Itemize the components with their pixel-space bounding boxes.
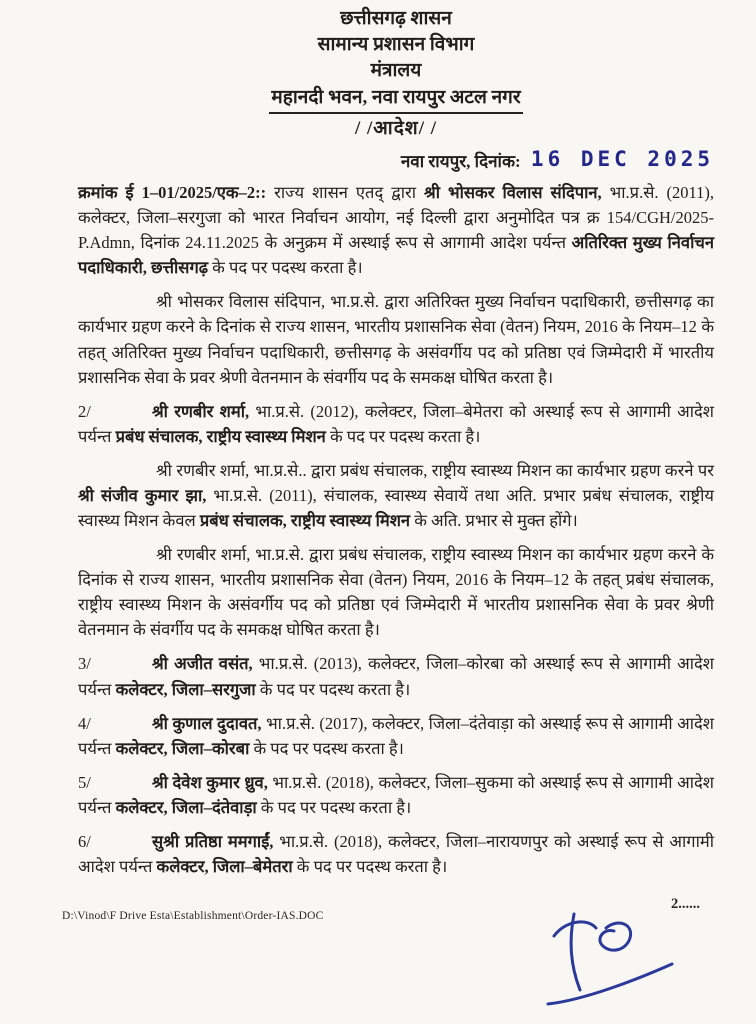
paragraph-number: 4/: [78, 713, 91, 733]
text-run: प्रबंध संचालक, राष्ट्रीय स्वास्थ्य मिशन: [115, 426, 326, 446]
ministry-line: मंत्रालय: [370, 60, 422, 82]
paragraph-number: 2/: [78, 401, 91, 421]
paragraph-number: 5/: [78, 772, 91, 792]
para-6-item-3: [78, 651, 714, 701]
date-stamp: 16 DEC 2025: [530, 147, 714, 172]
page-number-marker: 2......: [671, 896, 700, 912]
department-name: सामान्य प्रशासन विभाग: [317, 34, 475, 56]
dateline: [78, 148, 714, 172]
text-run: श्री भोसकर विलास संदिपान,: [424, 183, 602, 203]
order-title: / /आदेश/ /: [354, 117, 438, 139]
signature-icon: [540, 908, 680, 1018]
place-date-label: नवा रायपुर, दिनांक:: [400, 152, 521, 172]
para-7-item-4: [78, 711, 714, 761]
letterhead: [78, 6, 714, 142]
address-line: [78, 85, 714, 114]
text-run: के पद पर पदस्थ करता है।: [325, 426, 481, 446]
para-8-item-5: [78, 770, 714, 820]
text-run: भा.प्र.से. (2011), संचालक, स्वास्थ्य सेवायें तथा अति. प्रभार प्रबंध संचालक, राष्ट्रीय स्वास्थ्य मिशन केवल: [78, 485, 715, 531]
government-name: छत्तीसगढ़ शासन: [340, 8, 452, 29]
text-run: भा.प्र.से. (2011), कलेक्टर, जिला–सरगुजा को भारत निर्वाचन आयोग, नई दिल्ली द्वारा अनुमोदित पत्र क्र 154/CGH/2025-P.Admn, दिनांक 24.11.2025 के अनुक्रम में अस्थाई रूप से आगामी आदेश पर्यन्त: [78, 183, 714, 253]
text-run: के अति. प्रभार से मुक्त होंगे।: [410, 511, 578, 531]
para-3-item-2: [78, 399, 714, 449]
text-run: श्री रणबीर शर्मा, भा.प्र.से. द्वारा प्रबंध संचालक, राष्ट्रीय स्वास्थ्य मिशन का कार्यभार ग्रहण करने के दिनांक से राज्य शासन, भारतीय प्रशासनिक सेवा (वेतन) नियम, 2016 के नियम–12 के तहत् प्रबंध संचालक, राष्ट्रीय स्वास्थ्य मिशन के असंवर्गीय पद को प्रतिष्ठा एवं जिम्मेदारी में भारतीय प्रशासनिक सेवा के प्रवर श्रेणी वेतनमान के संवर्गीय पद के समकक्ष घोषित करता है।: [78, 545, 714, 640]
text-run: भा.प्र.से. (2017), कलेक्टर, जिला–दंतेवाड़ा को अस्थाई रूप से आगामी आदेश पर्यन्त: [78, 713, 714, 758]
text-run: श्री भोसकर विलास संदिपान, भा.प्र.से. द्वारा अतिरिक्त मुख्य निर्वाचन पदाधिकारी, छत्तीसगढ़ का कार्यभार ग्रहण करने के दिनांक से राज्य शासन, भारतीय प्रशासनिक सेवा (वेतन) नियम, 2016 के नियम–12 के तहत् अतिरिक्त मुख्य निर्वाचन पदाधिकारी, छत्तीसगढ़ के असंवर्गीय पद को प्रतिष्ठा एवं जिम्मेदारी में भारतीय प्रशासनिक सेवा के प्रवर श्रेणी वेतनमान के संवर्गीय पद के समकक्ष घोषित करता है।: [78, 292, 714, 387]
text-run: श्री कुणाल दुदावत,: [152, 713, 262, 733]
para-4-charge-relief: [78, 458, 714, 533]
document-content: [78, 6, 714, 888]
text-run: श्री देवेश कुमार ध्रुव,: [152, 772, 268, 792]
text-run: क्रमांक ई 1–01/2025/एक–2::: [78, 183, 275, 203]
text-run: के पद पर पदस्थ करता है।: [249, 738, 404, 758]
text-run: कलेक्टर, जिला–कोरबा: [115, 738, 250, 758]
text-run: भा.प्र.से. (2018), कलेक्टर, जिला–सुकमा को अस्थाई रूप से आगामी आदेश पर्यन्त: [78, 772, 714, 817]
file-path: D:\Vinod\F Drive Esta\Establishment\Order-IAS.DOC: [62, 910, 324, 922]
address-underlined-text: महानदी भवन, नवा रायपुर अटल नगर: [269, 85, 522, 114]
para-9-item-6: [78, 829, 714, 879]
text-run: श्री संजीव कुमार झा,: [78, 485, 207, 505]
document-body: [78, 180, 714, 879]
text-run: कलेक्टर, जिला–दंतेवाड़ा: [115, 797, 257, 817]
para-2-equivalence: [78, 289, 714, 389]
text-run: के पद पर पदस्थ करता है।: [208, 258, 363, 278]
text-run: श्री रणबीर शर्मा,: [152, 401, 250, 421]
text-run: प्रबंध संचालक, राष्ट्रीय स्वास्थ्य मिशन: [199, 511, 411, 531]
text-run: कलेक्टर, जिला–सरगुजा: [115, 679, 256, 699]
text-run: भा.प्र.से. (2018), कलेक्टर, जिला–नारायणपुर को अस्थाई रूप से आगामी आदेश पर्यन्त: [78, 831, 714, 876]
text-run: सुश्री प्रतिष्ठा ममगाईं,: [152, 831, 274, 851]
para-5-equivalence-nhm: [78, 542, 714, 642]
text-run: के पद पर पदस्थ करता है।: [255, 679, 411, 699]
text-run: के पद पर पदस्थ करता है।: [256, 797, 412, 817]
text-run: भा.प्र.से. (2012), कलेक्टर, जिला–बेमेतरा को अस्थाई रूप से आगामी आदेश पर्यन्त: [78, 401, 714, 446]
para-1-order-number: [78, 180, 714, 280]
text-run: अतिरिक्त मुख्य निर्वाचन पदाधिकारी, छत्तीसगढ़: [78, 233, 714, 278]
text-run: के पद पर पदस्थ करता है।: [292, 856, 448, 876]
text-run: श्री रणबीर शर्मा, भा.प्र.से.. द्वारा प्रबंध संचालक, राष्ट्रीय स्वास्थ्य मिशन का कार्यभार ग्रहण करने पर: [156, 460, 714, 480]
text-run: राज्य शासन एतद् द्वारा: [274, 183, 425, 203]
text-run: भा.प्र.से. (2013), कलेक्टर, जिला–कोरबा को अस्थाई रूप से आगामी आदेश पर्यन्त: [78, 654, 714, 699]
paragraph-number: 3/: [78, 654, 91, 674]
paragraph-number: 6/: [78, 831, 91, 851]
text-run: श्री अजीत वसंत,: [152, 654, 253, 674]
text-run: कलेक्टर, जिला–बेमेतरा: [156, 856, 293, 876]
